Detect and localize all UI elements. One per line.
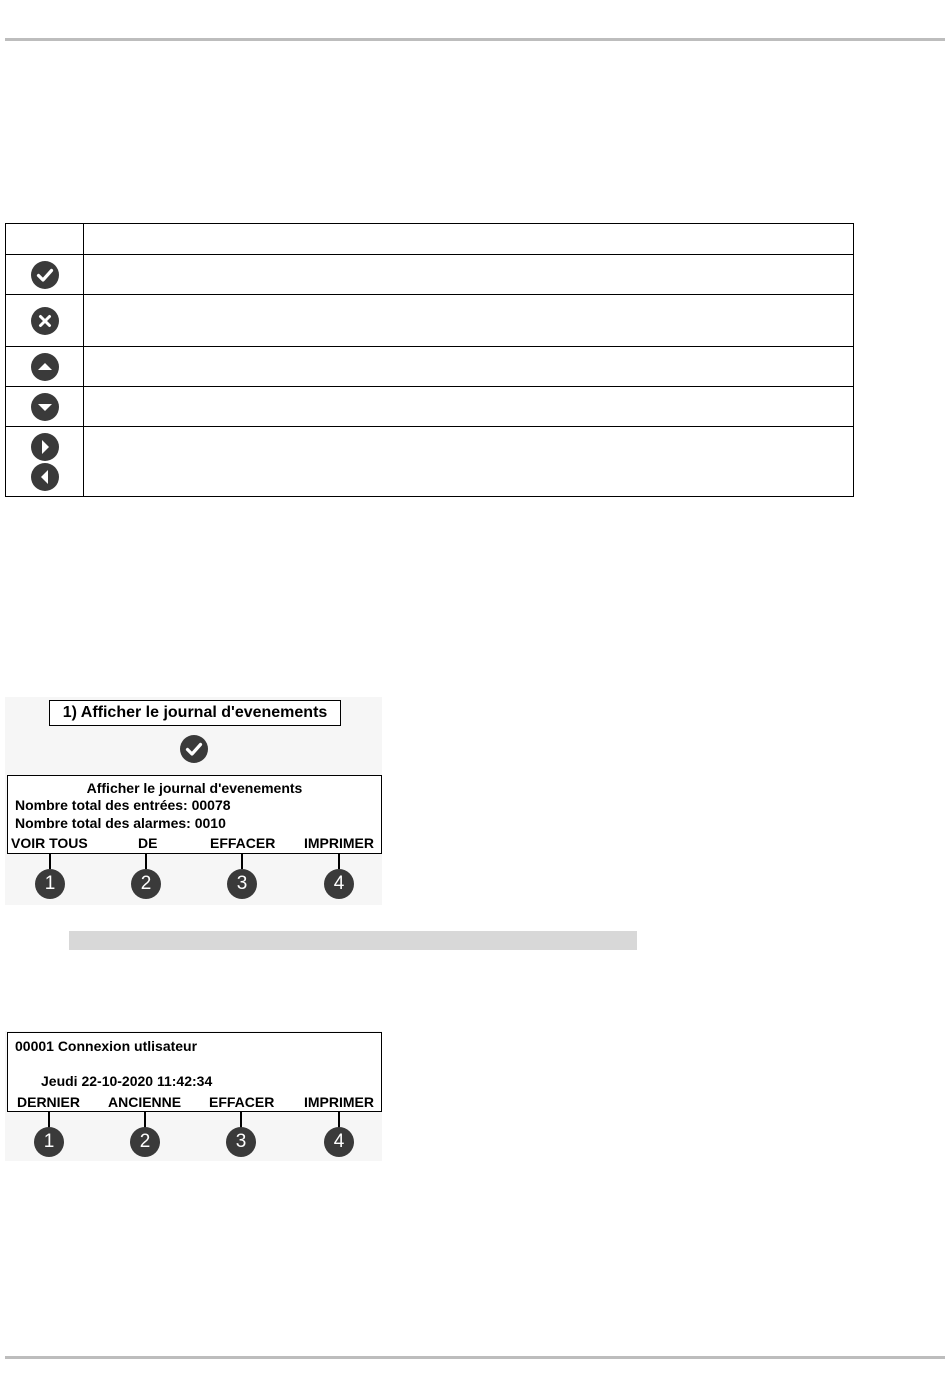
table-row <box>6 427 854 497</box>
description-cell <box>84 347 854 387</box>
description-cell <box>84 427 854 497</box>
callout-4: 4 <box>324 869 354 899</box>
callout-leader <box>49 853 51 869</box>
icon-cell <box>6 295 84 347</box>
caption-bar <box>69 931 637 950</box>
icon-cell <box>6 387 84 427</box>
softkey-imprimer[interactable]: IMPRIMER <box>304 1094 374 1110</box>
icon-cell <box>6 255 84 295</box>
check-circle-icon <box>179 734 209 764</box>
arrow-right-circle-icon <box>30 432 60 462</box>
softkey-de[interactable]: DE <box>138 835 158 851</box>
description-cell <box>84 295 854 347</box>
callout-2: 2 <box>131 869 161 899</box>
callout-leader <box>240 1111 242 1128</box>
footer-rule <box>5 1356 945 1359</box>
total-alarms-line: Nombre total des alarmes: 0010 <box>15 815 226 831</box>
description-cell <box>84 387 854 427</box>
header-cell-icon <box>6 224 84 255</box>
icon-cell <box>6 347 84 387</box>
callout-3: 3 <box>226 1127 256 1157</box>
callout-leader <box>48 1111 50 1128</box>
softkey-effacer[interactable]: EFFACER <box>209 1094 275 1110</box>
icon-cell <box>6 427 84 497</box>
callout-3: 3 <box>227 869 257 899</box>
callout-1: 1 <box>34 1127 64 1157</box>
table-row <box>6 295 854 347</box>
header-rule <box>5 38 945 41</box>
description-cell <box>84 255 854 295</box>
table-row <box>6 387 854 427</box>
key-table <box>5 223 854 497</box>
callout-leader <box>338 853 340 869</box>
close-circle-icon <box>30 306 60 336</box>
event-log-entry-figure <box>5 1031 382 1161</box>
table-row <box>6 255 854 295</box>
softkey-effacer[interactable]: EFFACER <box>210 835 276 851</box>
callout-leader <box>338 1111 340 1128</box>
screen-title: Afficher le journal d'evenements <box>86 780 303 796</box>
callout-leader <box>144 1111 146 1128</box>
check-circle-icon <box>30 260 60 290</box>
event-log-menu-figure <box>5 697 382 905</box>
callout-1: 1 <box>35 869 65 899</box>
callout-leader <box>145 853 147 869</box>
table-row <box>6 347 854 387</box>
arrow-down-circle-icon <box>30 392 60 422</box>
menu-title: 1) Afficher le journal d'evenements <box>49 700 341 726</box>
lcd-screen <box>7 1032 382 1112</box>
table-header-row <box>6 224 854 255</box>
arrow-left-circle-icon <box>30 462 60 492</box>
callout-leader <box>241 853 243 869</box>
arrow-up-circle-icon <box>30 352 60 382</box>
event-timestamp-line: Jeudi 22-10-2020 11:42:34 <box>41 1073 213 1089</box>
softkey-dernier[interactable]: DERNIER <box>17 1094 81 1110</box>
callout-2: 2 <box>130 1127 160 1157</box>
softkey-ancienne[interactable]: ANCIENNE <box>108 1094 182 1110</box>
softkey-voir-tous[interactable]: VOIR TOUS <box>11 835 88 851</box>
header-cell-description <box>84 224 854 255</box>
lcd-screen <box>7 775 382 854</box>
event-entry-line: 00001 Connexion utlisateur <box>15 1038 198 1054</box>
softkey-imprimer[interactable]: IMPRIMER <box>304 835 374 851</box>
callout-4: 4 <box>324 1127 354 1157</box>
total-entries-line: Nombre total des entrées: 00078 <box>15 797 231 813</box>
